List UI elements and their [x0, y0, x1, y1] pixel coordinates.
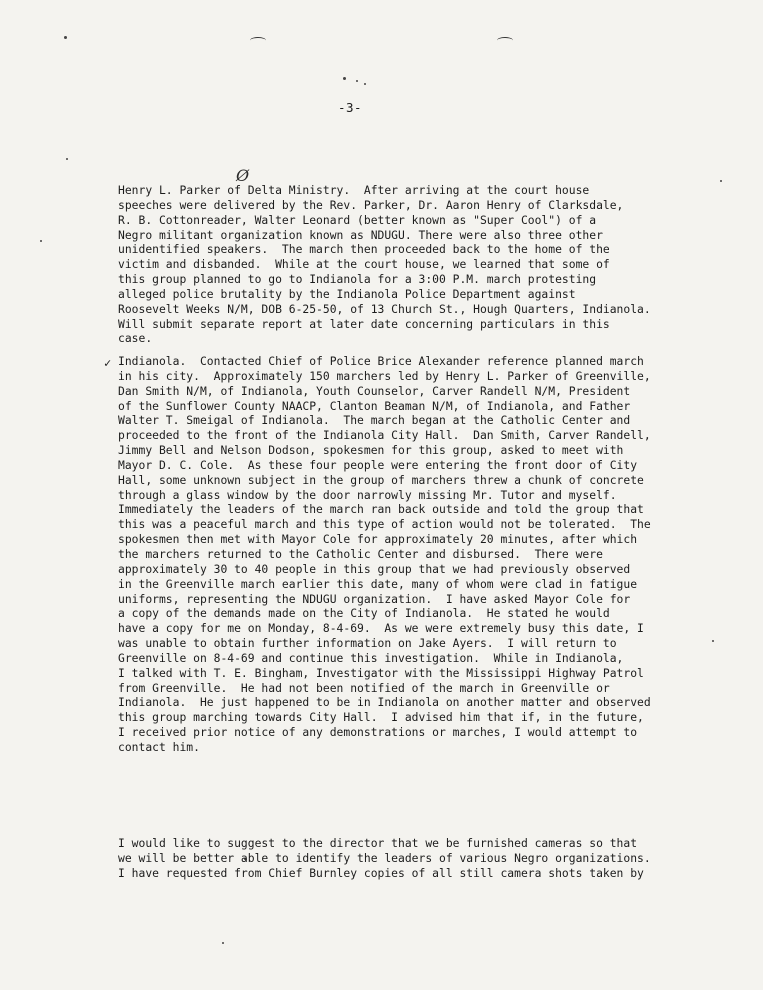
speck: [40, 240, 42, 242]
page-number: -3-: [338, 100, 363, 115]
text-line: in the Greenville march earlier this date, many of whom were clad in fatigue: [118, 576, 638, 591]
paragraph-1: [118, 183, 678, 346]
speck: [343, 77, 346, 80]
text-line: Roosevelt Weeks N/M, DOB 6-25-50, of 13 Church St., Hough Quarters, Indianola.: [118, 301, 651, 316]
text-line: Indianola. He just happened to be in Indianola on another matter and observed: [118, 695, 651, 710]
punch-mark-left: [250, 37, 266, 44]
paragraph-2: [118, 354, 678, 755]
text-line: unidentified speakers. The march then proceeded back to the home of the: [118, 242, 610, 257]
text-line: have a copy for me on Monday, 8-4-69. As we were extremely busy this date, I: [118, 621, 644, 636]
text-line: Walter T. Smeigal of Indianola. The march began at the Catholic Center and: [118, 413, 631, 428]
text-line: Dan Smith N/M, of Indianola, Youth Counselor, Carver Randell N/M, President: [118, 383, 631, 398]
text-line: contact him.: [118, 739, 200, 754]
text-line: proceeded to the front of the Indianola City Hall. Dan Smith, Carver Randell,: [118, 428, 651, 443]
text-line: I have requested from Chief Burnley copies of all still camera shots taken by: [118, 865, 644, 880]
text-line: this group marching towards City Hall. I advised him that if, in the future,: [118, 710, 644, 725]
speck: [364, 83, 366, 85]
text-line: of the Sunflower County NAACP, Clanton Beaman N/M, of Indianola, and Father: [118, 398, 631, 413]
speck: [356, 80, 358, 82]
text-line: spokesmen then met with Mayor Cole for approximately 20 minutes, after which: [118, 532, 638, 547]
text-line: Negro militant organization known as NDUGU. There were also three other: [118, 227, 603, 242]
text-line: uniforms, representing the NDUGU organization. I have asked Mayor Cole for: [118, 591, 631, 606]
text-line: through a glass window by the door narrowly missing Mr. Tutor and myself.: [118, 487, 617, 502]
text-line: Mayor D. C. Cole. As these four people were entering the front door of City: [118, 457, 638, 472]
text-line: victim and disbanded. While at the court house, we learned that some of: [118, 257, 610, 272]
speck: [712, 640, 714, 642]
text-line: was unable to obtain further information on Jake Ayers. I will return to: [118, 636, 617, 651]
text-line: R. B. Cottonreader, Walter Leonard (better known as "Super Cool") of a: [118, 212, 597, 227]
text-line: I talked with T. E. Bingham, Investigator with the Mississippi Highway Patrol: [118, 665, 644, 680]
text-line: Will submit separate report at later date concerning particulars in this: [118, 316, 610, 331]
text-line: approximately 30 to 40 people in this group that we had previously observed: [118, 561, 631, 576]
speck: [222, 942, 224, 944]
text-line: Hall, some unknown subject in the group of marchers threw a chunk of concrete: [118, 472, 644, 487]
text-line: Greenville on 8-4-69 and continue this investigation. While in Indianola,: [118, 650, 624, 665]
text-line: this was a peaceful march and this type of action would not be tolerated. The: [118, 517, 651, 532]
paragraph-3: [118, 836, 678, 881]
text-line: in his city. Approximately 150 marchers led by Henry L. Parker of Greenville,: [118, 368, 651, 383]
text-line: this group planned to go to Indianola for a 3:00 P.M. march protesting: [118, 272, 597, 287]
text-line: Jimmy Bell and Nelson Dodson, spokesmen for this group, asked to meet with: [118, 443, 624, 458]
punch-mark-right: [497, 37, 513, 44]
text-line: we will be better able to identify the leaders of various Negro organizations.: [118, 850, 651, 865]
text-line: a copy of the demands made on the City of Indianola. He stated he would: [118, 606, 610, 621]
text-line: Henry L. Parker of Delta Ministry. After arriving at the court house: [118, 183, 590, 197]
text-line: Indianola. Contacted Chief of Police Brice Alexander reference planned march: [118, 354, 644, 368]
text-line: from Greenville. He had not been notified of the march in Greenville or: [118, 680, 610, 695]
speck: [66, 158, 68, 160]
handwritten-mark: Ø: [236, 166, 250, 185]
text-line: I would like to suggest to the director that we be furnished cameras so that: [118, 836, 638, 850]
text-line: case.: [118, 331, 153, 346]
speck: [720, 180, 722, 182]
text-line: the marchers returned to the Catholic Center and disbursed. There were: [118, 546, 603, 561]
check-mark-icon: ✓: [104, 356, 112, 370]
text-line: alleged police brutality by the Indianola Police Department against: [118, 286, 576, 301]
text-line: I received prior notice of any demonstrations or marches, I would attempt to: [118, 725, 638, 740]
text-line: Immediately the leaders of the march ran back outside and told the group that: [118, 502, 644, 517]
text-line: speeches were delivered by the Rev. Parker, Dr. Aaron Henry of Clarksdale,: [118, 197, 624, 212]
speck: [64, 36, 67, 39]
